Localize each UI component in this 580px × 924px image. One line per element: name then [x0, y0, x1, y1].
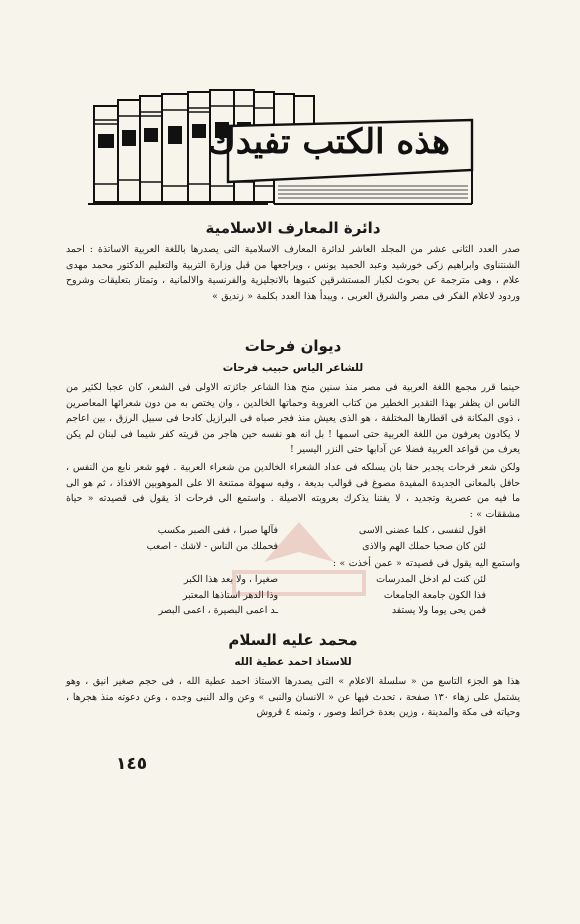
article-muhammad [66, 630, 520, 721]
poem-excerpt-1 [66, 523, 520, 554]
verse-hemistich: فمن يحى يوما ولا يستفد [391, 605, 486, 617]
article-paragraph: هذا هو الجزء التاسع من « سلسلة الاعلام » التى يصدرها الاستاذ احمد عطية الله ، فى حجم صغير انيق ، وهو يشتمل على زهاء ١٣٠ صفحة ، تحدث فيها عن « الانسان والنبى » وعن والد النبى وجده ، وعن دعوته منذ هجرها ، وحياته فى مكة والمدينة ، وزين بعدة خرائط وصور ، وثمنه ٤ قروش [66, 676, 520, 719]
article-heading: دائرة المعارف الاسلامية [205, 219, 381, 237]
article-encyclopedia [66, 218, 520, 304]
article-paragraph: ولكن شعر فرحات يجدير حقا بان يسلكه فى عداد الشعراء الخالدين من شعراء العربية . فهو شعر نابع من النفس ، حافل بالمعانى الجديدة المفيدة مصوغ فى قوالب بديعة ، وفيه سهولة ممتنعة الا على الموهوبين الافذاذ ، ثم هو الى ما فيه من عصرية وتجديد ، لا يفتنا يذكرك بعروبته الاصيلة . واستمع الى فرحات اذ يقول فى قصيدته « حياة مشققات » : [66, 461, 520, 520]
verse-hemistich: ـد اعمى البصيرة ، اعمى البصر [158, 605, 278, 617]
poem-intro: واستمع اليه يقول فى قصيدته « عمن أخذت » : [332, 557, 520, 569]
page-number: ١٤٥ [116, 754, 148, 774]
section-title: هذه الكتب تفيدك [207, 122, 450, 162]
verse-hemistich: فحملك من الناس - لاشك - اصعب [146, 540, 278, 552]
verse-hemistich: لئن كان صحبا حملك الهم والاذى [362, 540, 486, 552]
article-diwan [66, 336, 520, 620]
verse-hemistich: وذا الدهر استاذها المعتبر [182, 589, 278, 601]
verse-hemistich: اقول لنفسى ، كلما عضنى الاسى [358, 525, 486, 537]
verse-hemistich: فآلها صبرا ، ففى الصبر مكسب [157, 525, 278, 537]
verse-hemistich: لئن كنت لم ادخل المدرسات [376, 574, 486, 586]
poem-excerpt-2 [66, 572, 520, 619]
article-author: للاستاذ احمد عطية الله [234, 656, 352, 668]
article-paragraph: صدر العدد الثانى عشر من المجلد العاشر لدائرة المعارف الاسلامية التى يصدرها باللغة العربية الاساتذة : احمد الشنتناوى وابراهيم زكى خورشيد وعبد الحميد يونس ، ويراجعها من قبل وزارة التربية والتعليم الدكتور محمد مهدى علام ، وهى مترجمة عن بحوث لكبار المستشرقين كتبوها بالانجليزية والفرنسية والالمانية ، وتمتاز بتعليقات وشروح وردود لاعلام الفكر فى مصر والشرق العربى ، ويبدأ هذا العدد بكلمة « زنديق » [66, 244, 520, 302]
verse-hemistich: صغيرا ، ولا بعد هذا الكبر [183, 574, 278, 586]
article-heading: ديوان فرحات [244, 337, 342, 355]
article-author: للشاعر الياس حبيب فرحات [222, 362, 364, 374]
verse-hemistich: فذا الكون جامعة الجامعات [383, 589, 486, 601]
article-paragraph: حينما قرر مجمع اللغة العربية فى مصر منذ سنين منح هذا الشاعر جائزته الاولى فى الشعر، كان عجبا لكثير من الناس ان يظفر بهذا التقدير الخطير من كتاب العروبة وحماتها الخالدين ، وان يختص به من دون شعرائها المعاصرين ، ذوى المكانة فى اقطارها المختلفة ، هو الذى يعيش منذ فجر صباه فى البرازيل كادحا فى سبيل الرزق ، بين اعاجم لا يكادون يعرفون من اللغة العربية حتى اسمها ! بل انه هو نفسه حين هاجر من قريته كفر شيما فى لبنان لم يكن يعرف من قواعد العربية فضلا عن آدابها حتى النزر اليسير ! [66, 382, 520, 456]
article-heading: محمد عليه السلام [228, 631, 358, 649]
